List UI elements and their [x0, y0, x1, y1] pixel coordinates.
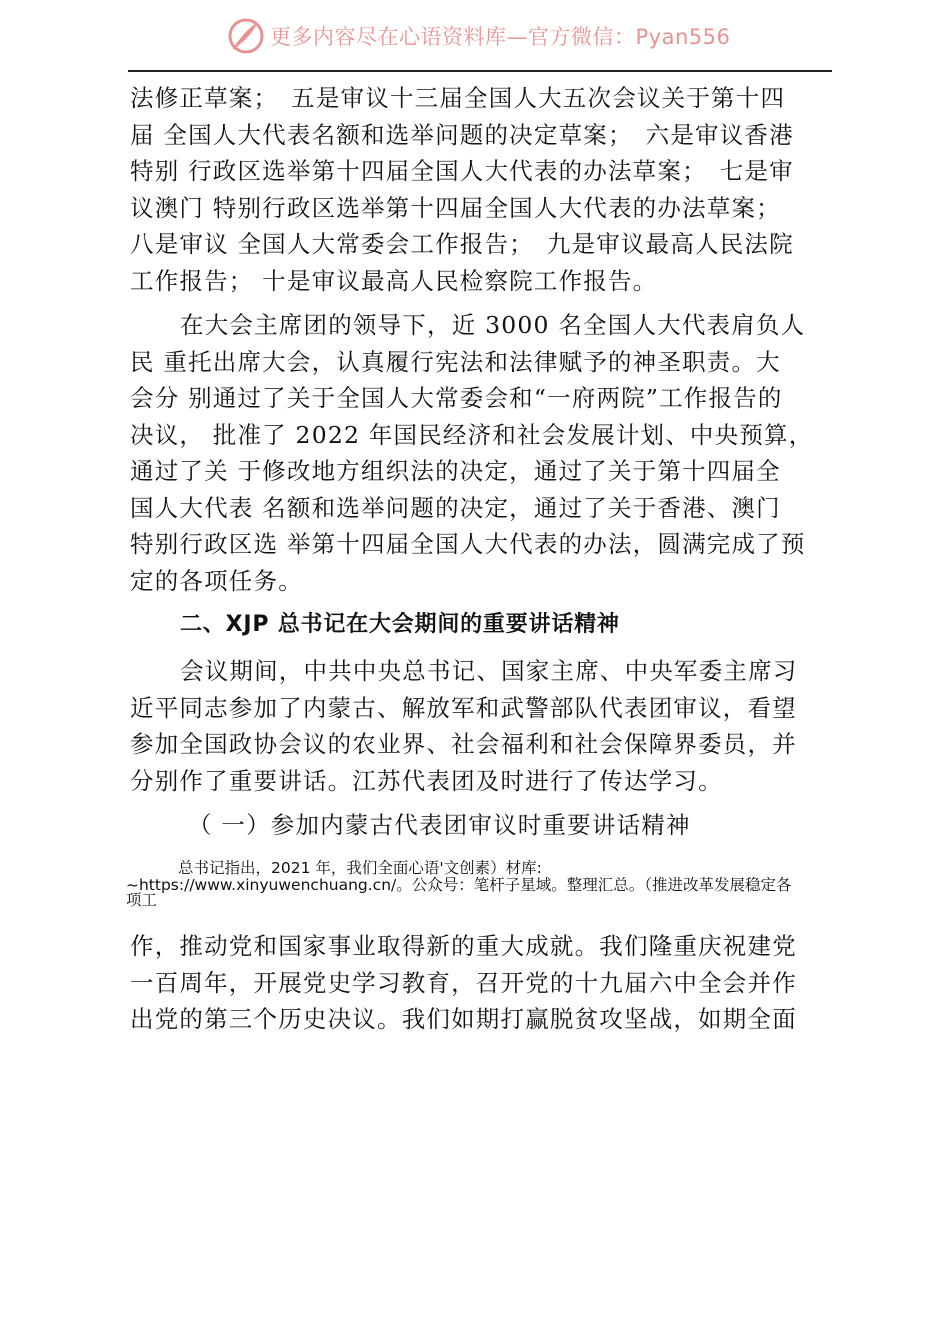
text-line: 决议， 批准了 2022 年国民经济和社会发展计划、中央预算， — [130, 420, 814, 449]
text-line: 出党的第三个历史决议。我们如期打赢脱贫攻坚战，如期全面 — [130, 1005, 797, 1033]
document-body — [130, 80, 824, 849]
paragraph-agenda — [130, 80, 824, 299]
text-line: 作，推动党和国家事业取得新的重大成就。我们隆重庆祝建党 — [130, 932, 797, 960]
page-header — [226, 16, 730, 56]
text-line: 参加全国政协会议的农业界、社会福利和社会保障界委员，并 — [130, 730, 797, 758]
header-text: 更多内容尽在心语资料库—官方微信：Pyan556 — [270, 25, 731, 49]
small-text-line: 总书记指出，2021 年，我们全面心语'文创素）材库: — [178, 859, 542, 877]
subsection-heading-1: （ 一）参加内蒙古代表团审议时重要讲话精神 — [188, 811, 691, 839]
small-text-line: ~https://www.xinyuwenchuang.cn/。公众号：笔杆子星域。整理汇总。（推进改革发展稳定各 — [126, 876, 792, 894]
text-line: 八是审议 全国人大常委会工作报告； 九是审议最高人民法院 — [130, 230, 794, 258]
quill-logo-icon — [226, 16, 266, 56]
text-line: 特别 行政区选举第十四届全国人大代表的办法草案； 七是审 — [130, 157, 794, 185]
text-line: 特别行政区选 举第十四届全国人大代表的办法，圆满完成了预 — [130, 530, 806, 558]
text-line: 法修正草案； 五是审议十三届全国人大五次会议关于第十四 — [130, 84, 786, 112]
text-line: 一百周年，开展党史学习教育，召开党的十九届六中全会并作 — [130, 968, 797, 997]
text-line: 届 全国人大代表名额和选举问题的决定草案； 六是审议香港 — [130, 120, 794, 149]
text-line: 国人大代表 名额和选举问题的决定，通过了关于香港、澳门 — [130, 493, 781, 522]
text-line: 工作报告； 十是审议最高人民检察院工作报告。 — [130, 266, 658, 295]
text-line: 分别作了重要讲话。江苏代表团及时进行了传达学习。 — [130, 766, 723, 795]
text-line: 会议期间，中共中央总书记、国家主席、中央军委主席习 — [180, 657, 798, 685]
section-heading-2: 二、XJP 总书记在大会期间的重要讲话精神 — [180, 612, 620, 637]
paragraph-congress — [130, 307, 824, 599]
text-line: 在大会主席团的领导下，近 3000 名全国人大代表肩负人 — [180, 311, 806, 339]
text-line: 会分 别通过了关于全国人大常委会和“一府两院”工作报告的 — [130, 384, 783, 412]
document-body-continued — [130, 928, 824, 1038]
watermark-text-block — [126, 858, 826, 908]
text-line: 通过了关 于修改地方组织法的决定，通过了关于第十四届全 — [130, 457, 781, 485]
text-line: 议澳门 特别行政区选举第十四届全国人大代表的办法草案； — [130, 193, 781, 222]
text-line: 定的各项任务。 — [130, 566, 303, 595]
text-line: 民 重托出席大会，认真履行宪法和法律赋予的神圣职责。大 — [130, 347, 781, 376]
small-text-line: 项工 — [126, 891, 158, 909]
paragraph-speeches — [130, 653, 824, 799]
text-line: 近平同志参加了内蒙古、解放军和武警部队代表团审议，看望 — [130, 693, 797, 722]
header-divider — [128, 70, 832, 72]
